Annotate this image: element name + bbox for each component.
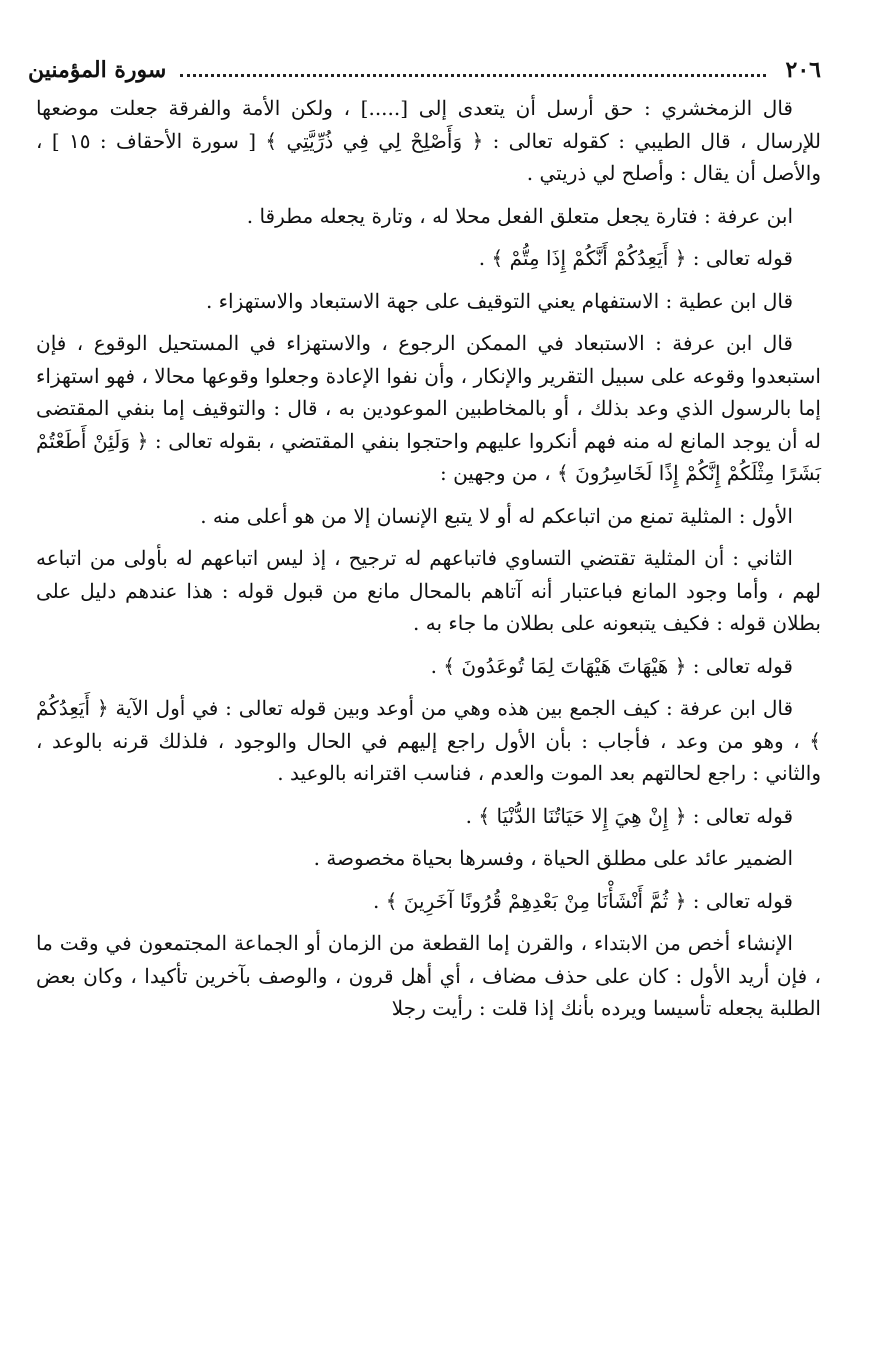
- header-dotted-leader: [180, 74, 765, 77]
- paragraph: الأول : المثلية تمنع من اتباعكم له أو لا يتبع الإنسان إلا من هو أعلى منه .: [200, 503, 793, 528]
- verse-paragraph: قوله تعالى : ﴿ أَيَعِدُكُمْ أَنَّكُمْ إِذَا مِتُّمْ ﴾ .: [478, 246, 793, 270]
- paragraph: قال ابن عطية : الاستفهام يعني التوقيف على جهة الاستبعاد والاستهزاء .: [205, 288, 793, 313]
- page-header: [28, 52, 821, 88]
- surah-title: سورة المؤمنين: [28, 57, 167, 83]
- verse-paragraph: قوله تعالى : ﴿ ثُمَّ أَنْشَأْنَا مِنْ بَعْدِهِمْ قُرُونًا آخَرِينَ ﴾ .: [372, 888, 793, 913]
- verse-paragraph: قوله تعالى : ﴿ إِنْ هِيَ إِلا حَيَاتُنَا الدُّنْيَا ﴾ .: [465, 803, 793, 828]
- paragraph: الضمير عائد على مطلق الحياة ، وفسرها بحياة مخصوصة .: [313, 846, 793, 870]
- verse-paragraph: قوله تعالى : ﴿ هَيْهَاتَ هَيْهَاتَ لِمَا تُوعَدُونَ ﴾ .: [430, 653, 793, 678]
- paragraph: ابن عرفة : فتارة يجعل متعلق الفعل محلا له ، وتارة يجعله مطرقا .: [246, 203, 793, 228]
- paragraph: قال ابن عرفة : الاستبعاد في الممكن الرجوع ، والاستهزاء في المستحيل الوقوع ، فإن استبعدوا وقوعه على سبيل التقرير والإنكار ، وأن نفوا الإعادة وجعلوا وقوعها محالا ، فهو استهزاء إما بالرسول الذي وعد بذلك ، أو بالمخاطبين الموعودين به ، قال : والتوقيف إما بنفي المقتضى له أن يوجد المانع له منه فهم أنكروا عليهم واحتجوا بنفي المقتضي ، بقوله تعالى : ﴿ وَلَئِنْ أَطَعْتُمْ بَشَرًا مِثْلَكُمْ إِنَّكُمْ إِذًا لَخَاسِرُونَ ﴾ ، من وجهين :: [36, 331, 821, 485]
- page-body: [36, 92, 821, 1035]
- paragraph: الثاني : أن المثلية تقتضي التساوي فاتباعهم له ترجيح ، إذ ليس اتباعهم له بأولى من اتباعه لهم ، وأما وجود المانع فباعتبار أنه آتاهم بالمحال مانع من قبول قوله : هذا عندهم دليل على بطلان قوله : فكيف يتبعونه على بطلان ما جاء به .: [36, 546, 821, 635]
- page-number: ٢٠٦: [785, 57, 821, 83]
- paragraph: قال الزمخشري : حق أرسل أن يتعدى إلى [.....] ، ولكن الأمة والفرقة جعلت موضعها للإرسال ، قال الطيبي : كقوله تعالى : ﴿ وَأَصْلِحْ لِي فِي ذُرِّيَّتِي ﴾ [ سورة الأحقاف : ١٥ ] ، والأصل أن يقال : وأصلح لي ذريتي .: [36, 96, 821, 185]
- paragraph: الإنشاء أخص من الابتداء ، والقرن إما القطعة من الزمان أو الجماعة المجتمعون في وقت ما ، فإن أريد الأول : كان على حذف مضاف ، أي أهل قرون ، والوصف بآخرين تأكيدا ، وكان بعض الطلبة يجعله تأسيسا ويرده بأنك إذا قلت : رأيت رجلا: [36, 931, 821, 1020]
- paragraph: قال ابن عرفة : كيف الجمع بين هذه وهي من أوعد وبين قوله تعالى : في أول الآية ﴿ أَيَعِدُكُمْ ﴾ ، وهو من وعد ، فأجاب : بأن الأول راجع إليهم في الحال والوجود ، فلذلك قرنه بالوعد ، والثاني : راجع لحالتهم بعد الموت والعدم ، فناسب اقترانه بالوعيد .: [36, 696, 821, 785]
